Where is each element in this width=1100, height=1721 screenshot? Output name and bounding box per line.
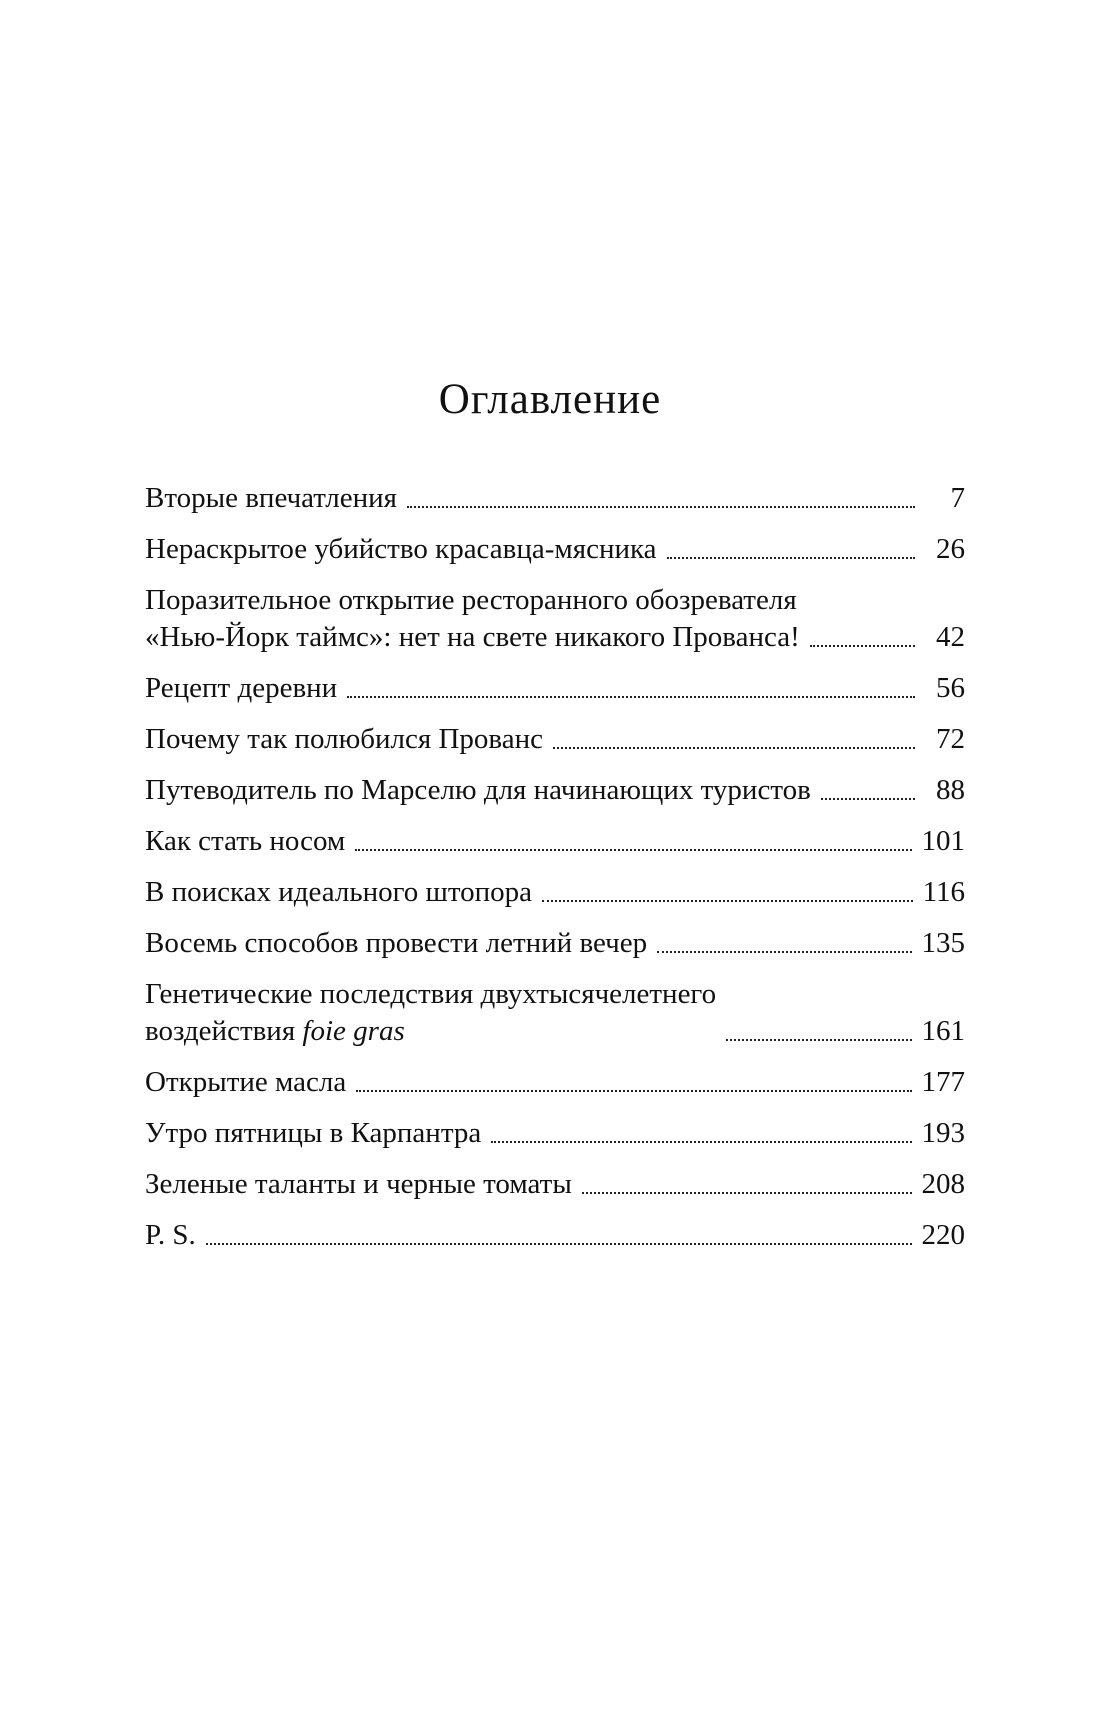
toc-entry-title-italic: foie gras xyxy=(302,1015,405,1047)
dot-leader xyxy=(355,849,911,851)
dot-leader xyxy=(542,900,913,902)
toc-entry-title: P. S. xyxy=(145,1219,196,1251)
toc-entry xyxy=(145,925,965,962)
toc-entry-title-line1: Генетические последствия двухтысячелетнего xyxy=(145,978,717,1010)
toc-entry-page: 193 xyxy=(921,1117,965,1149)
dot-leader xyxy=(657,951,911,953)
toc-entry-title: Почему так полюбился Прованс xyxy=(145,723,543,755)
page-title: Оглавление xyxy=(438,376,662,423)
dot-leader xyxy=(356,1090,911,1092)
toc-entry-title: В поисках идеального штопора xyxy=(145,876,533,908)
toc-entry-title: Путеводитель по Марселю для начинающих туристов xyxy=(145,774,811,806)
toc-entry-page: 161 xyxy=(921,1015,965,1047)
toc-entry-page: 26 xyxy=(936,533,965,565)
toc-entry-page: 7 xyxy=(950,482,965,514)
toc-entry-page: 56 xyxy=(936,672,965,704)
toc-entry-title: Утро пятницы в Карпантра xyxy=(145,1117,482,1149)
dot-leader xyxy=(810,645,915,647)
toc-entry xyxy=(145,670,965,707)
toc-entry-title-line2: воздействия xyxy=(145,1015,296,1047)
toc-entry-page: 135 xyxy=(921,927,965,959)
dot-leader xyxy=(407,506,915,508)
toc-entry-title xyxy=(145,582,800,656)
toc-entry-title: Как стать носом xyxy=(145,825,346,857)
toc-entry xyxy=(145,874,965,911)
toc-entry xyxy=(145,1115,965,1152)
toc-entry-page: 72 xyxy=(936,723,965,755)
dot-leader xyxy=(726,1039,911,1041)
toc-entry-title-line2: «Нью-Йорк таймс»: нет на свете никакого Прованса! xyxy=(145,621,800,653)
toc-entry-title: Восемь способов провести летний вечер xyxy=(145,927,648,959)
toc-entry-title xyxy=(145,976,716,1050)
toc-entry-title: Вторые впечатления xyxy=(145,482,397,514)
dot-leader xyxy=(206,1243,912,1245)
toc-entry-title: Рецепт деревни xyxy=(145,672,338,704)
toc-entry-title: Открытие масла xyxy=(145,1066,347,1098)
toc-entry-title-line1: Поразительное открытие ресторанного обозревателя xyxy=(145,584,797,616)
dot-leader xyxy=(821,798,915,800)
toc-entry xyxy=(145,531,965,568)
toc-entry-title: Нераскрытое убийство красавца-мясника xyxy=(145,533,657,565)
toc-entry-page: 88 xyxy=(936,774,965,806)
toc-entry xyxy=(145,582,965,656)
dot-leader xyxy=(491,1141,911,1143)
toc-entry-page: 101 xyxy=(921,825,965,857)
toc-entry xyxy=(145,1064,965,1101)
toc-entry xyxy=(145,480,965,517)
toc-entry-title: Зеленые таланты и черные томаты xyxy=(145,1168,572,1200)
toc-entry-page: 42 xyxy=(936,621,965,653)
toc-entry-page: 177 xyxy=(921,1066,965,1098)
toc-entry xyxy=(145,1217,965,1254)
dot-leader xyxy=(582,1192,912,1194)
toc-entry xyxy=(145,721,965,758)
toc-entry-page: 116 xyxy=(922,876,965,908)
dot-leader xyxy=(553,747,915,749)
table-of-contents xyxy=(145,480,965,1268)
dot-leader xyxy=(347,696,915,698)
toc-entry-page: 220 xyxy=(921,1219,965,1251)
toc-entry xyxy=(145,976,965,1050)
toc-entry xyxy=(145,1166,965,1203)
toc-entry xyxy=(145,772,965,809)
dot-leader xyxy=(667,557,915,559)
toc-entry xyxy=(145,823,965,860)
toc-entry-page: 208 xyxy=(921,1168,965,1200)
